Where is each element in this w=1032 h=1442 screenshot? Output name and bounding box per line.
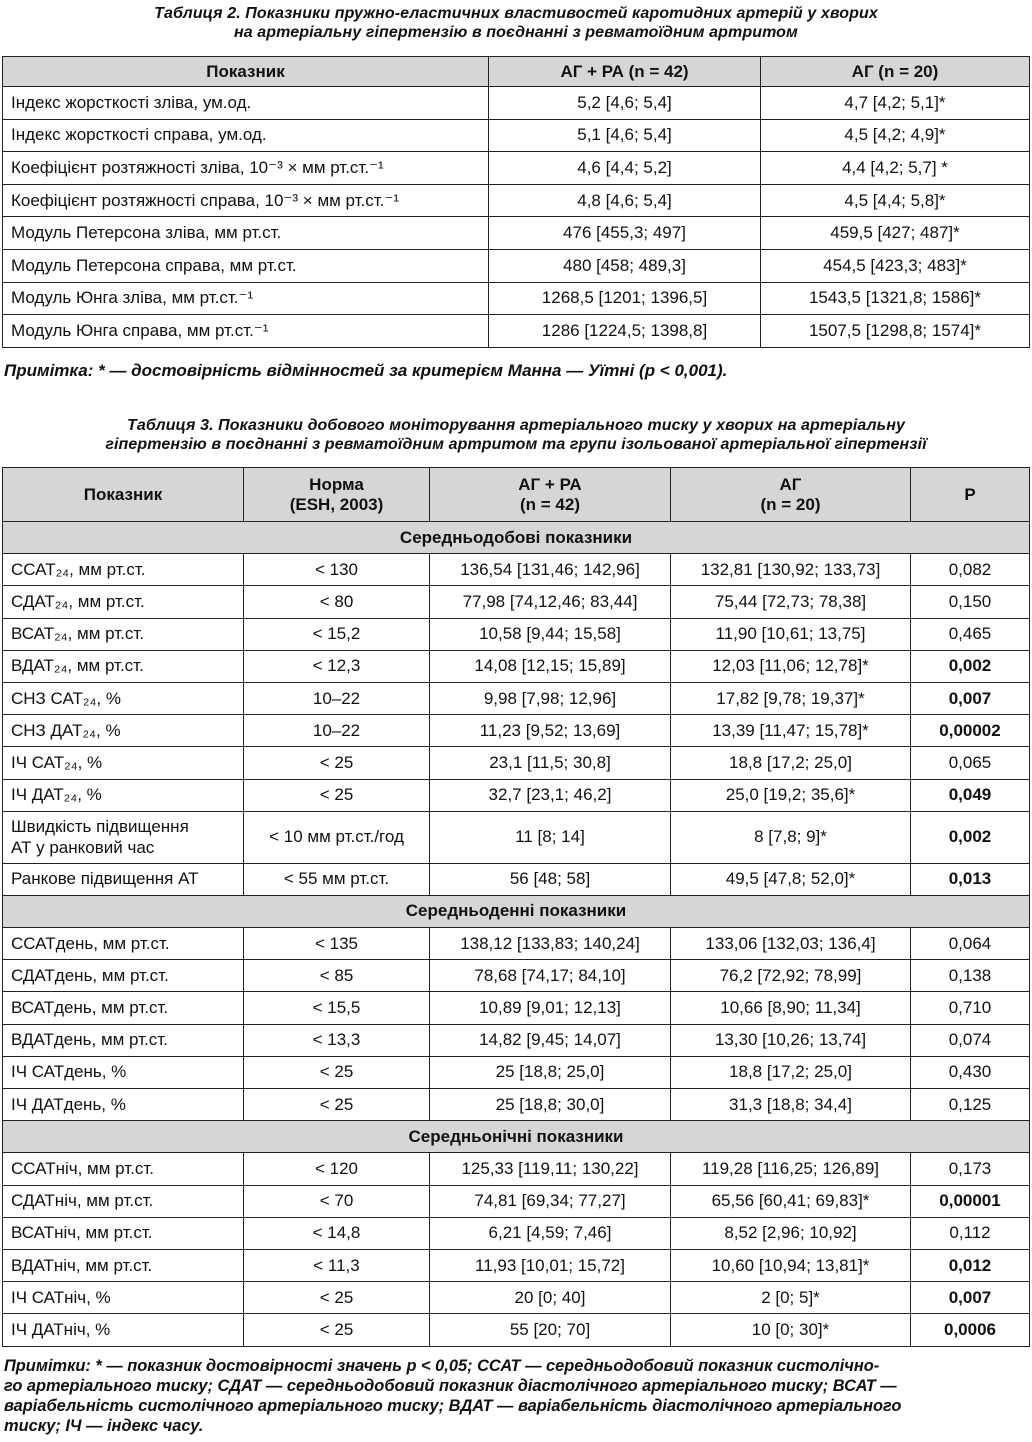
cell-norm: < 80	[244, 586, 430, 618]
cell-p: 0,0006	[911, 1314, 1030, 1346]
row-label: Ранкове підвищення АТ	[3, 863, 244, 895]
cell-group1: 6,21 [4,59; 7,46]	[430, 1217, 671, 1249]
cell-p: 0,065	[911, 747, 1030, 779]
row-label: ССАТ₂₄, мм рт.ст.	[3, 554, 244, 586]
cell-group2: 454,5 [423,3; 483]*	[761, 249, 1030, 282]
row-label: ІЧ ДАТ₂₄, %	[3, 779, 244, 811]
cell-p: 0,138	[911, 960, 1030, 992]
cell-group1: 5,1 [4,6; 5,4]	[489, 119, 761, 152]
cell-group2: 49,5 [47,8; 52,0]*	[671, 863, 911, 895]
table3-caption	[0, 416, 1032, 454]
table3-header-indicator: Показник	[3, 468, 244, 522]
table2-caption-line1: Таблиця 2. Показники пружно-еластичних властивостей каротидних артерій у хворих	[154, 5, 878, 22]
table3-header-p: P	[911, 468, 1030, 522]
cell-norm: < 25	[244, 1056, 430, 1088]
cell-norm: < 10 мм рт.ст./год	[244, 811, 430, 863]
cell-group2: 1543,5 [1321,8; 1586]*	[761, 282, 1030, 315]
cell-group1: 11 [8; 14]	[430, 811, 671, 863]
cell-group2: 18,8 [17,2; 25,0]	[671, 747, 911, 779]
cell-p: 0,007	[911, 682, 1030, 714]
row-label: СДАТніч, мм рт.ст.	[3, 1185, 244, 1217]
table-row	[3, 715, 1030, 747]
table-row	[3, 184, 1030, 217]
header-norm-line2: (ESH, 2003)	[289, 494, 384, 514]
cell-group1: 74,81 [69,34; 77,27]	[430, 1185, 671, 1217]
cell-group1: 9,98 [7,98; 12,96]	[430, 682, 671, 714]
cell-group2: 18,8 [17,2; 25,0]	[671, 1056, 911, 1088]
row-label: ВДАТ₂₄, мм рт.ст.	[3, 650, 244, 682]
row-label-line2: АТ у ранковий час	[11, 838, 155, 858]
cell-group1: 4,6 [4,4; 5,2]	[489, 152, 761, 185]
cell-p: 0,013	[911, 863, 1030, 895]
table-row	[3, 554, 1030, 586]
table3-header-row	[3, 468, 1030, 522]
cell-norm: < 15,5	[244, 992, 430, 1024]
section-title: Середньонічні показники	[3, 1121, 1030, 1153]
cell-p: 0,002	[911, 811, 1030, 863]
row-label: Індекс жорсткості справа, ум.од.	[3, 119, 489, 152]
header-group2-line1: АГ	[779, 474, 802, 494]
cell-norm: 10–22	[244, 715, 430, 747]
row-label: ІЧ САТніч, %	[3, 1282, 244, 1314]
table3-note-line4: тиску; ІЧ — індекс часу.	[4, 1417, 204, 1435]
table-row	[3, 1024, 1030, 1056]
cell-group1: 23,1 [11,5; 30,8]	[430, 747, 671, 779]
cell-group1: 77,98 [74,12,46; 83,44]	[430, 586, 671, 618]
row-label: Коефіцієнт розтяжності справа, 10⁻³ × мм рт.ст.⁻¹	[3, 184, 489, 217]
table-row	[3, 282, 1030, 315]
cell-norm: < 12,3	[244, 650, 430, 682]
table-row	[3, 928, 1030, 960]
cell-norm: < 25	[244, 1089, 430, 1121]
section-row	[3, 522, 1030, 554]
cell-p: 0,074	[911, 1024, 1030, 1056]
cell-group2: 1507,5 [1298,8; 1574]*	[761, 315, 1030, 348]
table2-header-indicator: Показник	[3, 57, 489, 87]
row-label: СНЗ ДАТ₂₄, %	[3, 715, 244, 747]
cell-norm: < 70	[244, 1185, 430, 1217]
cell-group1: 4,8 [4,6; 5,4]	[489, 184, 761, 217]
cell-group1: 5,2 [4,6; 5,4]	[489, 87, 761, 120]
cell-group2: 133,06 [132,03; 136,4]	[671, 928, 911, 960]
cell-group1: 78,68 [74,17; 84,10]	[430, 960, 671, 992]
cell-group1: 1286 [1224,5; 1398,8]	[489, 315, 761, 348]
row-label: ВДАТдень, мм рт.ст.	[3, 1024, 244, 1056]
cell-p: 0,082	[911, 554, 1030, 586]
table3-note-line1: Примітки: * — показник достовірності значень р < 0,05; ССАТ — середньодобовий показник систолічно-	[4, 1357, 880, 1375]
table-row	[3, 618, 1030, 650]
header-group2-line2: (n = 20)	[760, 494, 821, 514]
table-row	[3, 119, 1030, 152]
cell-group2: 119,28 [116,25; 126,89]	[671, 1153, 911, 1185]
section2-body	[3, 928, 1030, 1121]
table3-caption-line2: гіпертензію в поєднанні з ревматоїдним артритом та групи ізольованої артеріальної гіпертензії	[105, 436, 927, 453]
cell-group2: 2 [0; 5]*	[671, 1282, 911, 1314]
table-row	[3, 811, 1030, 863]
cell-p: 0,465	[911, 618, 1030, 650]
row-label: ВДАТніч, мм рт.ст.	[3, 1249, 244, 1281]
cell-norm: < 135	[244, 928, 430, 960]
cell-group2: 13,39 [11,47; 15,78]*	[671, 715, 911, 747]
row-label: Модуль Петерсона зліва, мм рт.ст.	[3, 217, 489, 250]
row-label: ІЧ ДАТніч, %	[3, 1314, 244, 1346]
cell-group1: 14,08 [12,15; 15,89]	[430, 650, 671, 682]
cell-group1: 25 [18,8; 30,0]	[430, 1089, 671, 1121]
cell-group1: 11,93 [10,01; 15,72]	[430, 1249, 671, 1281]
cell-p: 0,002	[911, 650, 1030, 682]
cell-group2: 25,0 [19,2; 35,6]*	[671, 779, 911, 811]
table-row	[3, 586, 1030, 618]
cell-norm: < 55 мм рт.ст.	[244, 863, 430, 895]
cell-group2: 10 [0; 30]*	[671, 1314, 911, 1346]
cell-group1: 11,23 [9,52; 13,69]	[430, 715, 671, 747]
table-row	[3, 960, 1030, 992]
cell-group1: 14,82 [9,45; 14,07]	[430, 1024, 671, 1056]
table-row	[3, 87, 1030, 120]
cell-group1: 20 [0; 40]	[430, 1282, 671, 1314]
cell-group2: 11,90 [10,61; 13,75]	[671, 618, 911, 650]
section-row	[3, 895, 1030, 927]
table-row	[3, 152, 1030, 185]
row-label: ІЧ САТдень, %	[3, 1056, 244, 1088]
cell-norm: < 15,2	[244, 618, 430, 650]
cell-group2: 8 [7,8; 9]*	[671, 811, 911, 863]
cell-group1: 138,12 [133,83; 140,24]	[430, 928, 671, 960]
table-row	[3, 992, 1030, 1024]
table-row	[3, 1089, 1030, 1121]
row-label: Модуль Юнга справа, мм рт.ст.⁻¹	[3, 315, 489, 348]
row-label: ІЧ САТ₂₄, %	[3, 747, 244, 779]
cell-p: 0,00002	[911, 715, 1030, 747]
table2	[2, 56, 1030, 348]
section-title: Середньоденні показники	[3, 895, 1030, 927]
row-label: ІЧ ДАТдень, %	[3, 1089, 244, 1121]
cell-group1: 25 [18,8; 25,0]	[430, 1056, 671, 1088]
cell-group2: 31,3 [18,8; 34,4]	[671, 1089, 911, 1121]
table-row	[3, 1282, 1030, 1314]
table-row	[3, 1314, 1030, 1346]
cell-norm: < 25	[244, 779, 430, 811]
cell-group2: 4,4 [4,2; 5,7] *	[761, 152, 1030, 185]
table-row	[3, 650, 1030, 682]
table2-header-row	[3, 57, 1030, 87]
row-label: Модуль Петерсона справа, мм рт.ст.	[3, 249, 489, 282]
cell-group2: 76,2 [72,92; 78,99]	[671, 960, 911, 992]
cell-p: 0,150	[911, 586, 1030, 618]
section-title: Середньодобові показники	[3, 522, 1030, 554]
row-label: Індекс жорсткості зліва, ум.од.	[3, 87, 489, 120]
table3	[2, 467, 1030, 1347]
cell-group1: 136,54 [131,46; 142,96]	[430, 554, 671, 586]
cell-group2: 132,81 [130,92; 133,73]	[671, 554, 911, 586]
cell-group1: 55 [20; 70]	[430, 1314, 671, 1346]
table3-caption-line1: Таблиця 3. Показники добового моніторування артеріального тиску у хворих на артеріальну	[126, 417, 906, 434]
table2-note: Примітка: * — достовірність відмінностей за критерієм Манна — Уїтні (р < 0,001).	[4, 361, 728, 380]
cell-p: 0,112	[911, 1217, 1030, 1249]
table-row	[3, 779, 1030, 811]
cell-group1: 10,58 [9,44; 15,58]	[430, 618, 671, 650]
cell-group2: 4,5 [4,2; 4,9]*	[761, 119, 1030, 152]
section-row	[3, 1121, 1030, 1153]
row-label: ВСАТніч, мм рт.ст.	[3, 1217, 244, 1249]
cell-group2: 12,03 [11,06; 12,78]*	[671, 650, 911, 682]
cell-norm: < 120	[244, 1153, 430, 1185]
table-row	[3, 682, 1030, 714]
table3-note-line3: варіабельність систолічного артеріального тиску; ВДАТ — варіабельність діастолічного артеріального	[4, 1397, 902, 1415]
row-label: Модуль Юнга зліва, мм рт.ст.⁻¹	[3, 282, 489, 315]
row-label: ССАТдень, мм рт.ст.	[3, 928, 244, 960]
cell-group2: 10,66 [8,90; 11,34]	[671, 992, 911, 1024]
cell-group1: 32,7 [23,1; 46,2]	[430, 779, 671, 811]
table2-caption	[0, 4, 1032, 42]
row-label: СДАТдень, мм рт.ст.	[3, 960, 244, 992]
cell-group2: 65,56 [60,41; 69,83]*	[671, 1185, 911, 1217]
cell-norm: 10–22	[244, 682, 430, 714]
cell-p: 0,007	[911, 1282, 1030, 1314]
row-label: СДАТ₂₄, мм рт.ст.	[3, 586, 244, 618]
cell-norm: < 25	[244, 747, 430, 779]
cell-group1: 10,89 [9,01; 12,13]	[430, 992, 671, 1024]
cell-norm: < 130	[244, 554, 430, 586]
table-row	[3, 249, 1030, 282]
cell-group2: 4,5 [4,4; 5,8]*	[761, 184, 1030, 217]
row-label	[3, 811, 244, 863]
header-group1-line2: (n = 42)	[520, 494, 580, 514]
table-row	[3, 863, 1030, 895]
row-label: Коефіцієнт розтяжності зліва, 10⁻³ × мм рт.ст.⁻¹	[3, 152, 489, 185]
cell-group1: 480 [458; 489,3]	[489, 249, 761, 282]
cell-norm: < 85	[244, 960, 430, 992]
cell-norm: < 11,3	[244, 1249, 430, 1281]
table-row	[3, 1056, 1030, 1088]
cell-group2: 8,52 [2,96; 10,92]	[671, 1217, 911, 1249]
cell-group1: 476 [455,3; 497]	[489, 217, 761, 250]
cell-group2: 17,82 [9,78; 19,37]*	[671, 682, 911, 714]
cell-p: 0,012	[911, 1249, 1030, 1281]
table-row	[3, 1217, 1030, 1249]
table-row	[3, 1185, 1030, 1217]
cell-p: 0,00001	[911, 1185, 1030, 1217]
table2-header-group2: АГ (n = 20)	[761, 57, 1030, 87]
row-label-line1: Швидкість підвищення	[11, 817, 189, 837]
table-row	[3, 1153, 1030, 1185]
header-norm-line1: Норма	[309, 474, 364, 494]
cell-p: 0,049	[911, 779, 1030, 811]
row-label: СНЗ САТ₂₄, %	[3, 682, 244, 714]
cell-group1: 56 [48; 58]	[430, 863, 671, 895]
cell-group2: 13,30 [10,26; 13,74]	[671, 1024, 911, 1056]
table-row	[3, 1249, 1030, 1281]
row-label: ССАТніч, мм рт.ст.	[3, 1153, 244, 1185]
cell-p: 0,430	[911, 1056, 1030, 1088]
cell-group2: 75,44 [72,73; 78,38]	[671, 586, 911, 618]
cell-group1: 1268,5 [1201; 1396,5]	[489, 282, 761, 315]
section3-body	[3, 1153, 1030, 1346]
table3-header-group1	[430, 468, 671, 522]
cell-norm: < 25	[244, 1282, 430, 1314]
table-row	[3, 747, 1030, 779]
section1-body	[3, 554, 1030, 812]
table-row	[3, 217, 1030, 250]
cell-group1: 125,33 [119,11; 130,22]	[430, 1153, 671, 1185]
table2-header-group1: АГ + РА (n = 42)	[489, 57, 761, 87]
table-row	[3, 315, 1030, 348]
cell-norm: < 14,8	[244, 1217, 430, 1249]
cell-group2: 4,7 [4,2; 5,1]*	[761, 87, 1030, 120]
cell-norm: < 25	[244, 1314, 430, 1346]
header-group1-line1: АГ + РА	[518, 474, 582, 494]
cell-p: 0,125	[911, 1089, 1030, 1121]
cell-p: 0,710	[911, 992, 1030, 1024]
row-label: ВСАТ₂₄, мм рт.ст.	[3, 618, 244, 650]
cell-p: 0,064	[911, 928, 1030, 960]
row-label: ВСАТдень, мм рт.ст.	[3, 992, 244, 1024]
cell-norm: < 13,3	[244, 1024, 430, 1056]
table3-note-line2: го артеріального тиску; СДАТ — середньодобовий показник діастолічного артеріального тиску; ВСАТ —	[4, 1377, 897, 1395]
table3-note	[4, 1356, 1028, 1436]
cell-p: 0,173	[911, 1153, 1030, 1185]
cell-group2: 10,60 [10,94; 13,81]*	[671, 1249, 911, 1281]
cell-group2: 459,5 [427; 487]*	[761, 217, 1030, 250]
table3-header-group2	[671, 468, 911, 522]
table3-header-norm	[244, 468, 430, 522]
table2-caption-line2: на артеріальну гіпертензію в поєднанні з ревматоїдним артритом	[234, 24, 798, 41]
